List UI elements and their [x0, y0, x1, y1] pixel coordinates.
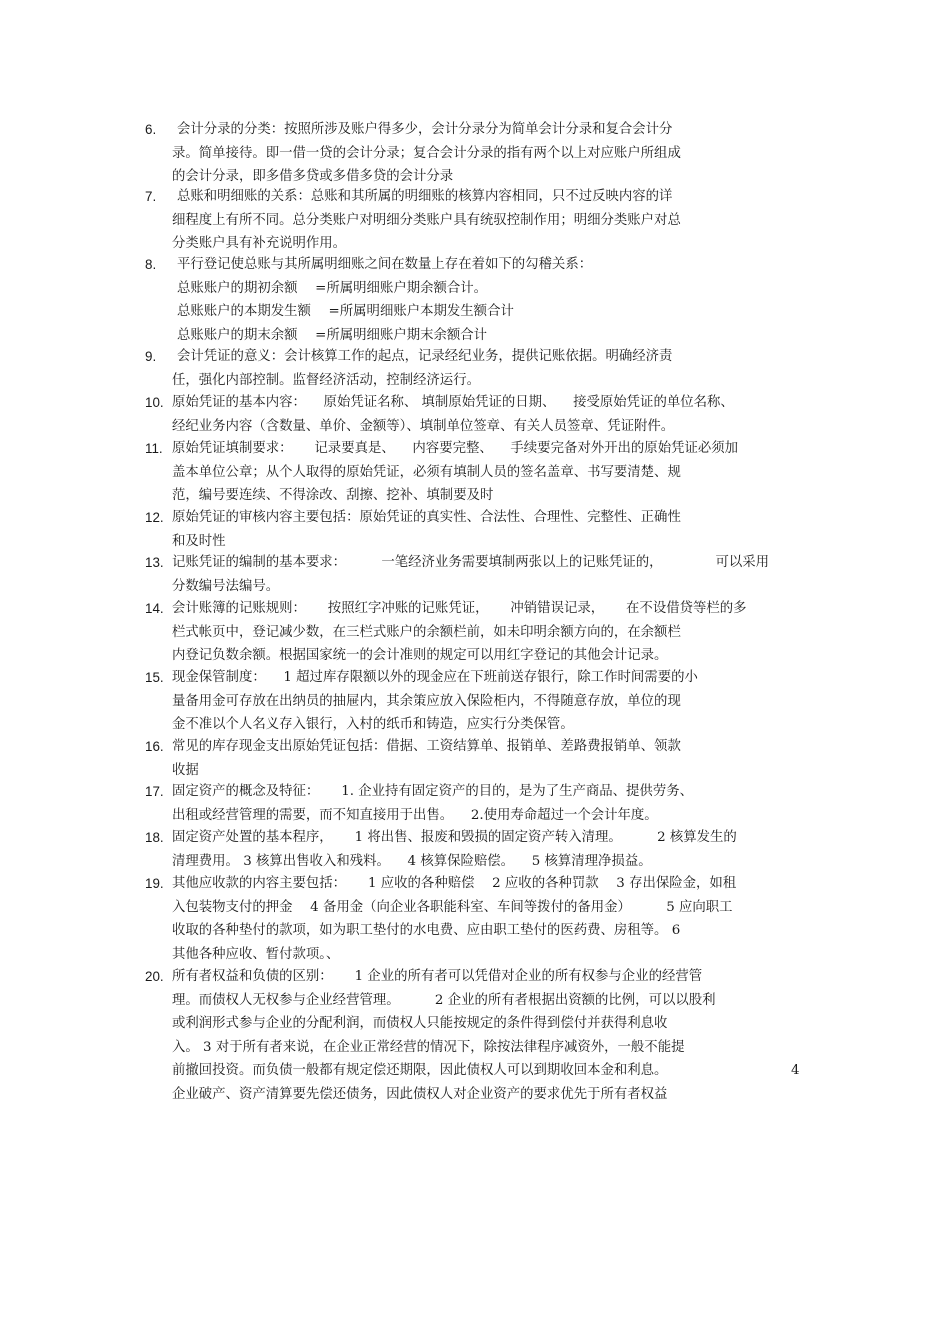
item-text-line: 前撤回投资。而负债一般都有规定偿还期限，因此债权人可以到期收回本金和利息。 4	[172, 1063, 800, 1079]
item-text-line: 会计账簿的记账规则： 按照红字冲账的记账凭证， 冲销错误记录， 在不设借贷等栏的多	[172, 601, 747, 616]
item-number: 9.	[145, 349, 157, 364]
item-text-line: 总账账户的期初余额 =所属明细账户期余额合计。	[177, 280, 488, 296]
item-number: 19.	[145, 876, 164, 891]
item-text-line: 现金保管制度： 1 超过库存限额以外的现金应在下班前送存银行，除工作时间需要的小	[172, 670, 698, 685]
item-text-line: 出租或经营管理的需要，而不知直接用于出售。 2.使用寿命超过一个会计年度。	[172, 807, 658, 823]
item-text-line: 记账凭证的编制的基本要求： 一笔经济业务需要填制两张以上的记账凭证的， 可以采用	[172, 555, 770, 570]
item-text-line: 其他应收款的内容主要包括： 1 应收的各种赔偿 2 应收的各种罚款 3 存出保险金，如租	[172, 876, 737, 891]
item-text-line: 分类账户具有补充说明作用。	[172, 236, 347, 252]
item-text-line: 平行登记使总账与其所属明细账之间在数量上存在着如下的勾稽关系：	[177, 257, 593, 272]
item-text-line: 内登记负数余额。根据国家统一的会计准则的规定可以用红字登记的其他会计记录。	[172, 648, 668, 664]
item-text-line: 入。 3 对于所有者来说，在企业正常经营的情况下，除按法律程序减资外，一般不能提	[172, 1039, 685, 1055]
item-text-line: 会计凭证的意义：会计核算工作的起点，记录经纪业务，提供记账依据。明确经济责	[177, 349, 673, 364]
item-text-line: 的会计分录，即多借多贷或多借多贷的会计分录	[172, 169, 454, 185]
item-text-line: 总账账户的本期发生额 =所属明细账户本期发生额合计	[177, 304, 514, 320]
item-text-line: 收取的各种垫付的款项，如为职工垫付的水电费、应由职工垫付的医药费、房租等。 6	[172, 923, 681, 939]
item-number: 11.	[145, 441, 163, 456]
item-number: 6.	[145, 122, 157, 137]
item-text-line: 原始凭证的审核内容主要包括：原始凭证的真实性、合法性、合理性、完整性、正确性	[172, 510, 681, 525]
item-text-line: 录。简单接待。即一借一贷的会计分录；复合会计分录的指有两个以上对应账户所组成	[172, 145, 681, 161]
item-text-line: 入包装物支付的押金 4 备用金（向企业各职能科室、车间等拨付的备用金） 5 应向职工	[172, 899, 733, 915]
item-text-line: 收据	[172, 762, 199, 778]
item-number: 7.	[145, 189, 157, 204]
item-text-line: 固定资产的概念及特征： 1. 企业持有固定资产的目的，是为了生产商品、提供劳务、	[172, 784, 693, 799]
item-number: 13.	[145, 555, 164, 570]
item-number: 17.	[145, 784, 164, 799]
item-text-line: 原始凭证填制要求： 记录要真是、 内容要完整、 手续要完备对外开出的原始凭证必须加	[172, 441, 739, 456]
item-number: 14.	[145, 601, 164, 616]
item-text-line: 常见的库存现金支出原始凭证包括：借据、工资结算单、报销单、差路费报销单、领款	[172, 739, 681, 754]
item-text-line: 盖本单位公章；从个人取得的原始凭证，必须有填制人员的签名盖章、书写要清楚、规	[172, 464, 681, 480]
item-text-line: 总账和明细账的关系：总账和其所属的明细账的核算内容相同，只不过反映内容的详	[177, 189, 673, 204]
item-number: 20.	[145, 969, 164, 984]
item-text-line: 细程度上有所不同。总分类账户对明细分类账户具有统驭控制作用；明细分类账户对总	[172, 212, 681, 228]
item-text-line: 固定资产处置的基本程序， 1 将出售、报废和毁损的固定资产转入清理。 2 核算发生的	[172, 830, 737, 845]
item-text-line: 其他各种应收、暂付款项。、	[172, 946, 340, 962]
item-text-line: 清理费用。 3 核算出售收入和残料。 4 核算保险赔偿。 5 核算清理净损益。	[172, 853, 652, 869]
item-text-line: 原始凭证的基本内容： 原始凭证名称、 填制原始凭证的日期、 接受原始凭证的单位名称、	[172, 395, 734, 410]
item-text-line: 分数编号法编号。	[172, 578, 280, 594]
item-text-line: 金不准以个人名义存入银行，入村的纸币和铸造，应实行分类保管。	[172, 717, 574, 733]
item-text-line: 栏式帐页中，登记减少数，在三栏式账户的余额栏前，如未印明余额方向的，在余额栏	[172, 624, 681, 640]
item-text-line: 经纪业务内容（含数量、单价、金额等）、填制单位签章、有关人员签章、凭证附件。	[172, 418, 675, 434]
item-number: 16.	[145, 739, 164, 754]
item-number: 15.	[145, 670, 164, 685]
item-text-line: 和及时性	[172, 533, 226, 549]
item-number: 18.	[145, 830, 164, 845]
item-text-line: 所有者权益和负债的区别： 1 企业的所有者可以凭借对企业的所有权参与企业的经营管	[172, 969, 703, 984]
item-text-line: 企业破产、资产清算要先偿还债务，因此债权人对企业资产的要求优先于所有者权益	[172, 1087, 668, 1102]
item-text-line: 理。而债权人无权参与企业经营管理。 2 企业的所有者根据出资额的比例，可以以股利	[172, 992, 716, 1008]
item-text-line: 任，强化内部控制。监督经济活动，控制经济运行。	[172, 372, 480, 388]
item-number: 10.	[145, 395, 164, 410]
item-text-line: 总账账户的期末余额 =所属明细账户期末余额合计	[177, 327, 488, 343]
item-text-line: 范，编号要连续、不得涂改、刮擦、挖补、填制要及时	[172, 488, 494, 504]
item-text-line: 会计分录的分类：按照所涉及账户得多少，会计分录分为简单会计分录和复合会计分	[177, 122, 673, 137]
item-text-line: 或利润形式参与企业的分配利润，而债权人只能按规定的条件得到偿付并获得利息收	[172, 1016, 668, 1032]
item-text-line: 量备用金可存放在出纳员的抽屉内，其余策应放入保险柜内，不得随意存放，单位的现	[172, 693, 681, 709]
item-number: 8.	[145, 257, 157, 272]
item-number: 12.	[145, 510, 164, 525]
